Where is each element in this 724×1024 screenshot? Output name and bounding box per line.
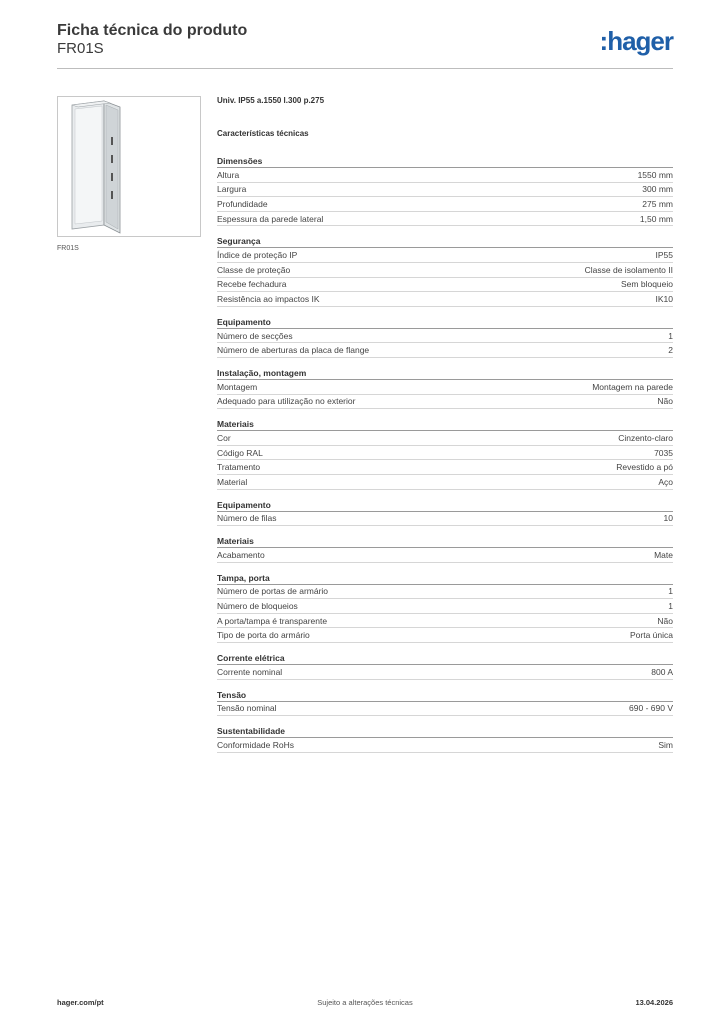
- section-title: Sustentabilidade: [217, 725, 673, 738]
- hager-logo: [600, 26, 673, 57]
- spec-value: Montagem na parede: [592, 381, 673, 392]
- product-name: Univ. IP55 a.1550 l.300 p.275: [217, 96, 325, 105]
- spec-section: [217, 235, 673, 306]
- spec-label: Conformidade RoHs: [217, 740, 295, 751]
- spec-row: [217, 343, 673, 358]
- spec-label: Corrente nominal: [217, 666, 283, 677]
- spec-row: [217, 329, 673, 344]
- spec-label: Espessura da parede lateral: [217, 213, 324, 224]
- spec-label: Tipo de porta do armário: [217, 630, 310, 641]
- spec-section: [217, 418, 673, 489]
- spec-value: Sem bloqueio: [621, 279, 673, 290]
- section-title: Corrente elétrica: [217, 652, 673, 665]
- footer-date: 13.04.2026: [635, 998, 673, 1007]
- spec-label: Classe de proteção: [217, 264, 291, 275]
- spec-row: [217, 738, 673, 753]
- spec-label: Número de bloqueios: [217, 601, 298, 612]
- spec-label: Cor: [217, 432, 231, 443]
- spec-value: 10: [663, 513, 673, 524]
- spec-label: Número de portas de armário: [217, 586, 329, 597]
- spec-row: [217, 702, 673, 717]
- section-title: Segurança: [217, 235, 673, 248]
- logo-text: hager: [607, 26, 673, 56]
- spec-value: 1550 mm: [637, 169, 673, 180]
- spec-section: [217, 652, 673, 680]
- spec-label: Número de secções: [217, 330, 293, 341]
- spec-value: IP55: [655, 250, 673, 261]
- spec-row: [217, 599, 673, 614]
- spec-row: [217, 512, 673, 527]
- spec-value: 2: [668, 345, 673, 356]
- spec-value: Aço: [658, 476, 673, 487]
- document-title: Ficha técnica do produto: [57, 22, 248, 39]
- section-title: Tensão: [217, 689, 673, 702]
- header-divider: [57, 68, 673, 69]
- spec-row: [217, 395, 673, 410]
- spec-row: [217, 212, 673, 227]
- spec-label: Adequado para utilização no exterior: [217, 396, 356, 407]
- spec-row: [217, 292, 673, 307]
- spec-value: Classe de isolamento II: [584, 264, 673, 275]
- cabinet-illustration: [58, 97, 200, 236]
- spec-row: [217, 460, 673, 475]
- spec-section: [217, 367, 673, 409]
- spec-label: Material: [217, 476, 248, 487]
- section-title: Materiais: [217, 418, 673, 431]
- spec-label: Índice de proteção IP: [217, 250, 298, 261]
- spec-label: Número de aberturas da placa de flange: [217, 345, 370, 356]
- spec-value: 800 A: [651, 666, 673, 677]
- spec-row: [217, 278, 673, 293]
- spec-value: Não: [657, 615, 673, 626]
- spec-value: Cinzento-claro: [618, 432, 673, 443]
- spec-value: Sim: [658, 740, 673, 751]
- spec-section: [217, 316, 673, 358]
- spec-row: [217, 628, 673, 643]
- spec-value: 1,50 mm: [639, 213, 673, 224]
- spec-value: 1: [668, 330, 673, 341]
- spec-row: [217, 248, 673, 263]
- spec-label: A porta/tampa é transparente: [217, 615, 328, 626]
- spec-label: Acabamento: [217, 549, 265, 560]
- spec-row: [217, 614, 673, 629]
- section-title: Equipamento: [217, 316, 673, 329]
- image-caption: FR01S: [57, 245, 79, 252]
- spec-section: [217, 725, 673, 753]
- spec-label: Resistência ao impactos IK: [217, 293, 320, 304]
- spec-value: 275 mm: [642, 198, 673, 209]
- spec-value: 1: [668, 601, 673, 612]
- spec-row: [217, 183, 673, 198]
- product-code: FR01S: [57, 40, 104, 57]
- spec-label: Tratamento: [217, 462, 261, 473]
- spec-value: 7035: [654, 447, 673, 458]
- spec-value: 300 mm: [642, 184, 673, 195]
- footer-note: Sujeito a alterações técnicas: [317, 998, 413, 1007]
- spec-value: Revestido a pó: [616, 462, 673, 473]
- spec-row: [217, 263, 673, 278]
- spec-label: Número de filas: [217, 513, 277, 524]
- spec-row: [217, 380, 673, 395]
- spec-row: [217, 197, 673, 212]
- page-footer: [57, 998, 673, 1012]
- spec-section: [217, 155, 673, 226]
- logo-mark-icon: :: [599, 26, 608, 56]
- spec-row: [217, 548, 673, 563]
- spec-label: Altura: [217, 169, 240, 180]
- spec-row: [217, 168, 673, 183]
- spec-label: Recebe fechadura: [217, 279, 287, 290]
- spec-section: [217, 499, 673, 527]
- spec-value: IK10: [655, 293, 673, 304]
- spec-row: [217, 431, 673, 446]
- section-title: Equipamento: [217, 499, 673, 512]
- spec-row: [217, 475, 673, 490]
- spec-value: Não: [657, 396, 673, 407]
- spec-section: [217, 689, 673, 717]
- spec-section: [217, 535, 673, 563]
- spec-sections: [217, 155, 673, 753]
- section-title: Dimensões: [217, 155, 673, 168]
- section-title: Materiais: [217, 535, 673, 548]
- specs-heading: Características técnicas: [217, 129, 309, 138]
- page-header: [57, 20, 673, 70]
- spec-content: [217, 96, 673, 762]
- product-image: [57, 96, 201, 237]
- section-title: Tampa, porta: [217, 572, 673, 585]
- spec-value: Porta única: [630, 630, 673, 641]
- spec-section: [217, 572, 673, 643]
- spec-value: 1: [668, 586, 673, 597]
- spec-label: Código RAL: [217, 447, 263, 458]
- spec-row: [217, 665, 673, 680]
- spec-value: 690 - 690 V: [629, 703, 673, 714]
- spec-label: Montagem: [217, 381, 258, 392]
- spec-label: Tensão nominal: [217, 703, 277, 714]
- spec-row: [217, 446, 673, 461]
- spec-label: Largura: [217, 184, 247, 195]
- spec-value: Mate: [654, 549, 673, 560]
- spec-row: [217, 585, 673, 600]
- section-title: Instalação, montagem: [217, 367, 673, 380]
- footer-website[interactable]: hager.com/pt: [57, 998, 104, 1007]
- spec-label: Profundidade: [217, 198, 268, 209]
